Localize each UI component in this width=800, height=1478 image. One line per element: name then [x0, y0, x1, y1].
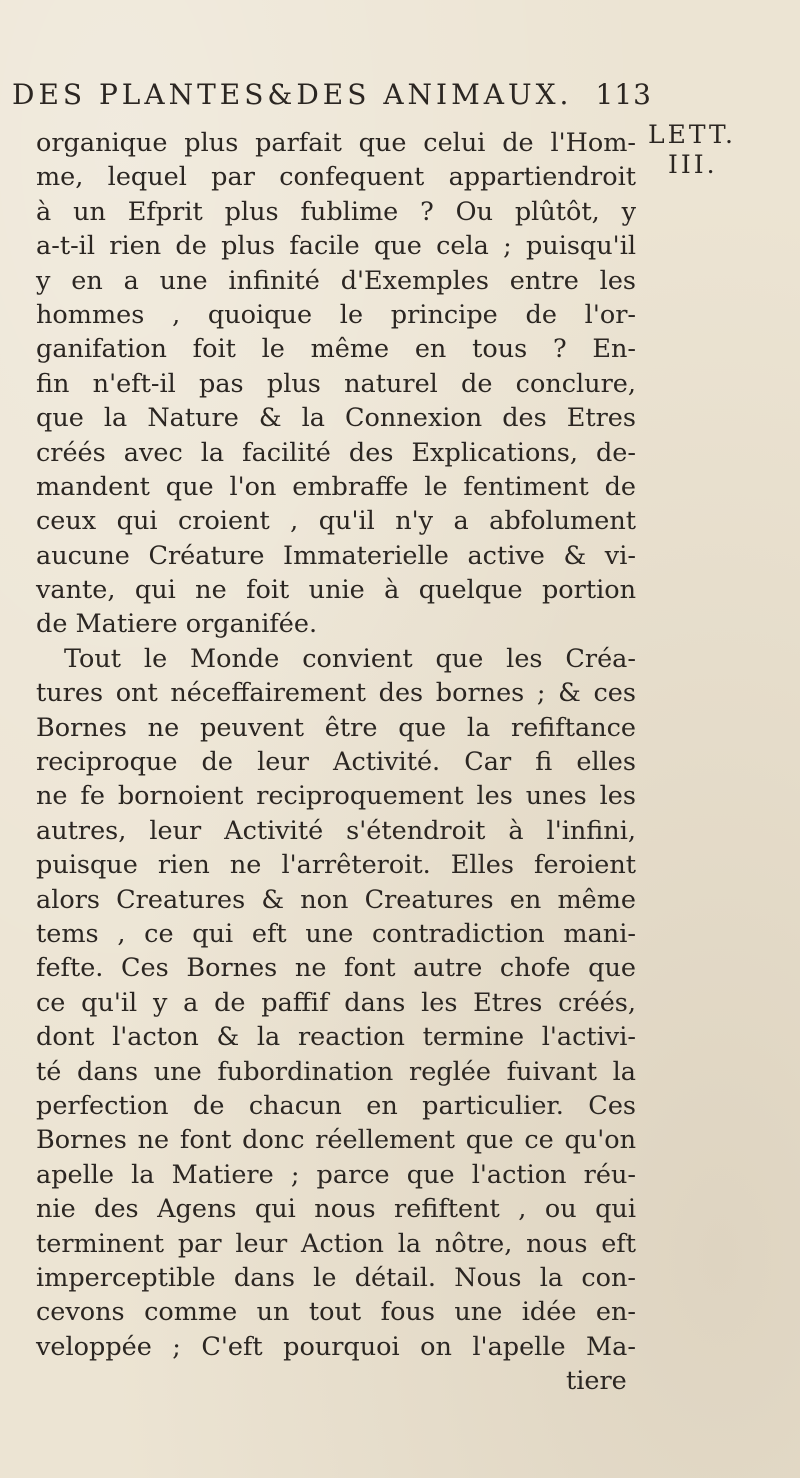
text-line: créés avec la facilité des Explications, de-: [36, 437, 636, 468]
text-line: veloppée ; C'eft pourquoi on l'apelle Ma-: [36, 1331, 636, 1362]
catchword: tiere: [566, 1366, 627, 1397]
text-line: dont l'acton & la reaction termine l'activi-: [36, 1022, 636, 1053]
text-line: nie des Agens qui nous refiftent , ou qui: [36, 1194, 636, 1225]
text-line: terminent par leur Action la nôtre, nous eft: [36, 1228, 636, 1259]
text-line: à un Efprit plus fublime ? Ou plûtôt, y: [36, 196, 636, 227]
text-line: ganifation foit le même en tous ? En-: [36, 334, 636, 365]
paragraph-start-line: Tout le Monde convient que les Créa-: [64, 643, 636, 674]
text-line: apelle la Matiere ; parce que l'action réu-: [36, 1159, 636, 1190]
running-head: [12, 78, 652, 118]
text-line: a-t-il rien de plus facile que cela ; puisqu'il: [36, 231, 636, 262]
text-line: tures ont néceffairement des bornes ; & ces: [36, 678, 636, 709]
text-line: puisque rien ne l'arrêteroit. Elles feroient: [36, 850, 636, 881]
body-text: [36, 126, 636, 1398]
text-line: organique plus parfait que celui de l'Hom-: [36, 128, 636, 158]
text-line: de Matiere organifée.: [36, 609, 318, 640]
running-head-title: DES PLANTES&DES ANIMAUX.: [12, 78, 573, 111]
page-number: 113: [595, 78, 652, 111]
text-line: vante, qui ne foit unie à quelque portion: [36, 575, 636, 606]
text-line: y en a une infinité d'Exemples entre les: [36, 265, 636, 296]
text-line: ce qu'il y a de paffif dans les Etres créés,: [36, 987, 636, 1018]
text-line: que la Nature & la Connexion des Etres: [36, 403, 636, 434]
text-line: fin n'eft-il pas plus naturel de conclure,: [36, 368, 636, 399]
text-line: ne fe bornoient reciproquement les unes les: [36, 781, 636, 812]
text-line: alors Creatures & non Creatures en même: [36, 884, 636, 915]
text-line: tems , ce qui eft une contradiction mani-: [36, 918, 636, 949]
margin-note-number: III.: [668, 150, 718, 179]
text-line: reciproque de leur Activité. Car fi elles: [36, 747, 636, 778]
text-line: cevons comme un tout fous une idée en-: [36, 1297, 636, 1328]
text-line: Bornes ne peuvent être que la refiftance: [36, 712, 636, 743]
text-line: perfection de chacun en particulier. Ces: [36, 1090, 636, 1121]
text-line: fefte. Ces Bornes ne font autre chofe que: [36, 953, 636, 984]
text-line: aucune Créature Immaterielle active & vi-: [36, 540, 636, 571]
text-line: hommes , quoique le principe de l'or-: [36, 299, 636, 330]
text-line: ceux qui croient , qu'il n'y a abfolument: [36, 506, 636, 537]
text-line: autres, leur Activité s'étendroit à l'infini,: [36, 815, 636, 846]
margin-note-letter: LETT.: [648, 120, 736, 149]
text-line: Bornes ne font donc réellement que ce qu'on: [36, 1125, 636, 1156]
margin-note: [648, 120, 798, 180]
text-line: me, lequel par confequent appartiendroit: [36, 162, 636, 193]
text-line: imperceptible dans le détail. Nous la con-: [36, 1262, 636, 1293]
text-line: té dans une fubordination reglée fuivant la: [36, 1056, 636, 1087]
text-line: mandent que l'on embraffe le fentiment de: [36, 471, 636, 502]
